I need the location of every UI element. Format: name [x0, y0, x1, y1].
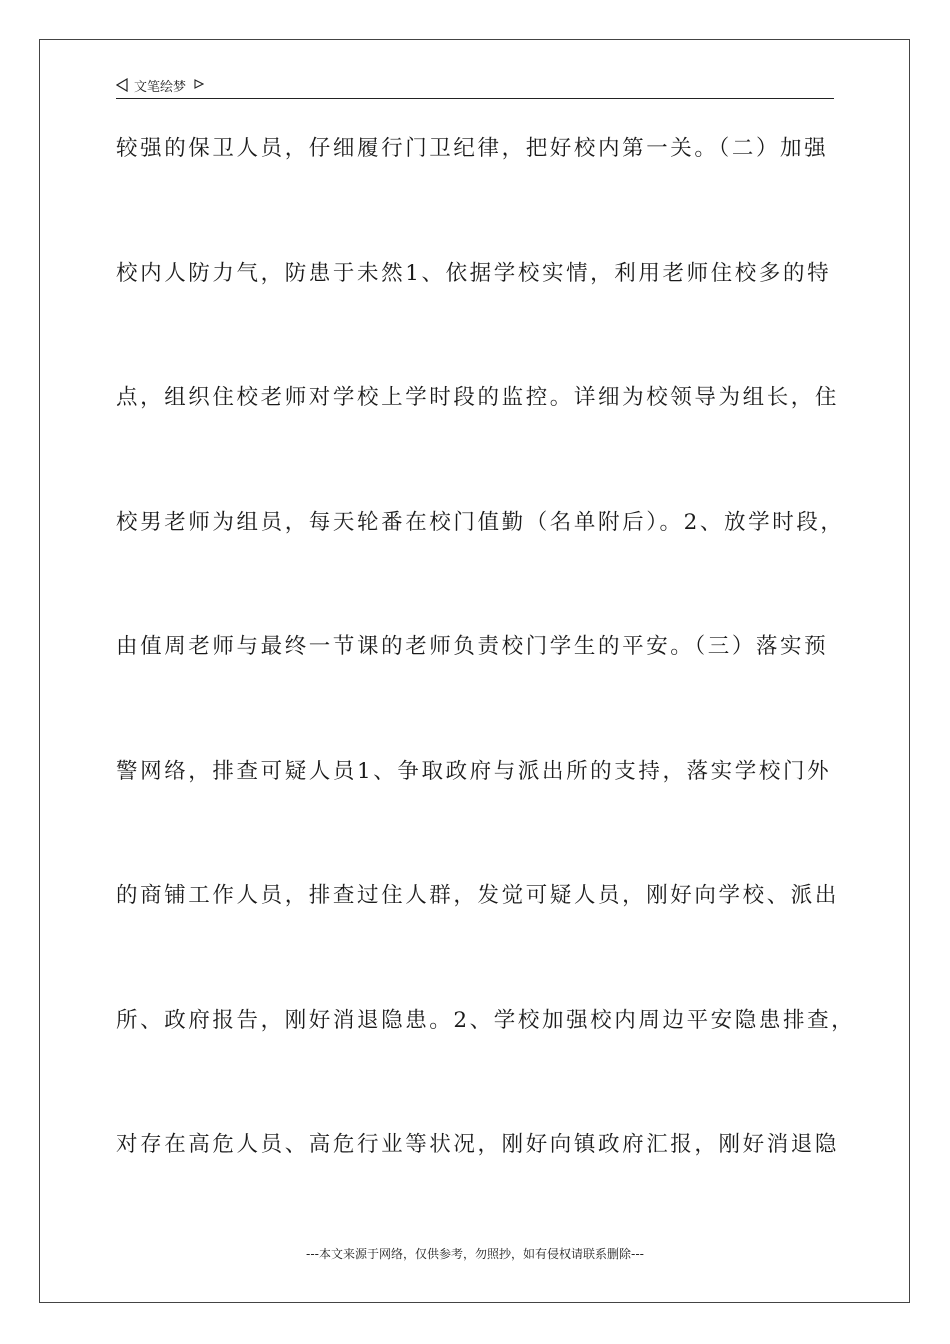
page-footer: ---本文来源于网络，仅供参考，勿照抄，如有侵权请联系删除---: [306, 1247, 644, 1261]
body-line: 警网络，排查可疑人员1、争取政府与派出所的支持，落实学校门外: [116, 758, 832, 784]
document-body: [116, 128, 856, 1249]
body-line: 对存在高危人员、高危行业等状况，刚好向镇政府汇报，刚好消退隐: [116, 1132, 840, 1157]
body-line: 点，组织住校老师对学校上学时段的监控。详细为校领导为组长，住: [116, 385, 840, 410]
body-line: 校男老师为组员，每天轮番在校门值勤（名单附后）。2、放学时段，: [116, 509, 845, 535]
body-line: 较强的保卫人员，仔细履行门卫纪律，把好校内第一关。（二）加强: [116, 136, 829, 161]
header-title: 文笔绘梦: [134, 79, 187, 95]
body-line: 校内人防力气，防患于未然1、依据学校实情，利用老师住校多的特: [116, 260, 832, 286]
body-line: 由值周老师与最终一节课的老师负责校门学生的平安。（三）落实预: [116, 634, 829, 659]
triangle-left-icon: [116, 78, 128, 92]
body-line: 所、政府报告，刚好消退隐患。2、学校加强校内周边平安隐患排查，: [116, 1007, 856, 1033]
triangle-right-icon: [194, 78, 204, 88]
page-header: [116, 72, 834, 99]
body-line: 的商铺工作人员，排查过住人群，发觉可疑人员，刚好向学校、派出: [116, 883, 840, 908]
